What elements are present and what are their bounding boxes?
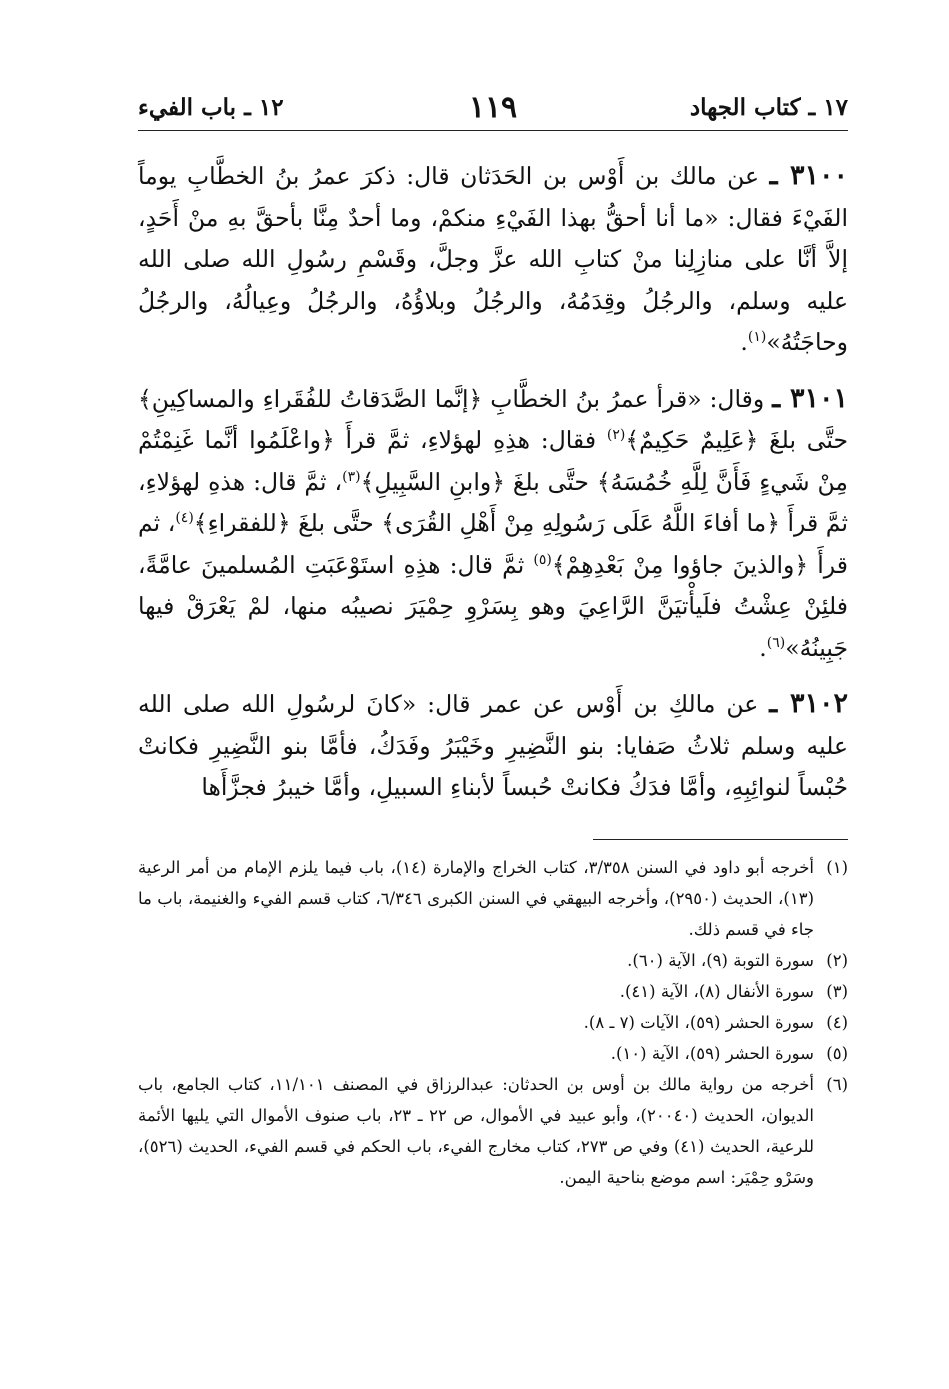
- hadith-number: ٣١٠٠ ـ: [769, 160, 848, 191]
- footnotes: [138, 852, 848, 1193]
- hadith-text: ، ثم قرأَ ﴿والذينَ جاؤوا مِنْ بَعْدِهِمْ﴾: [138, 509, 848, 579]
- page: [138, 90, 848, 1193]
- footnote-1: [138, 852, 848, 945]
- footnote-separator: [593, 839, 848, 840]
- hadith-3102: [138, 683, 848, 809]
- hadith-3101: [138, 378, 848, 670]
- punctuation: .: [740, 328, 748, 356]
- footnote-ref: (٥): [533, 551, 552, 568]
- hadith-text: ، ثمَّ قال: هذهِ لهؤلاءِ، ثمَّ قرأَ ﴿ما أفاءَ اللَّهُ عَلَى رَسُولِهِ مِنْ أَهْلِ القُرَى﴾ حتَّى بلغَ ﴿للفقراءِ﴾: [138, 467, 848, 537]
- hadith-text: فقال: هذِهِ لهؤلاءِ، ثمَّ قرأَ ﴿واعْلَمُوا أنَّما غَنِمْتُمْ مِنْ شَيءٍ فَأَنَّ لِلَّهِ خُمُسَهُ﴾ حتَّى بلغَ ﴿وابنِ السَّبِيلِ﴾: [138, 426, 848, 496]
- footnote-text: أخرجه من رواية مالك بن أوس بن الحدثان: عبدالرزاق في المصنف ١١/١٠١، كتاب الجامع، باب الديوان، الحديث (٢٠٠٤٠)، وأبو عبيد في الأموال، ص ٢٢ ـ ٢٣، باب صنوف الأموال التي يليها الأئمة للرعية، الحديث (٤١) وفي ص ٢٧٣، كتاب مخارج الفيء، باب الحكم في قسم الفيء، الحديث (٥٢٦)، وسَرْو حِمْيَر: اسم موضع بناحية اليمن.: [138, 1074, 814, 1187]
- footnote-ref: (٦): [766, 634, 786, 651]
- footnote-number: (٦): [826, 1074, 848, 1094]
- footnote-number: (٤): [826, 1012, 848, 1032]
- footnote-6: [138, 1069, 848, 1193]
- footnote-number: (٣): [826, 981, 848, 1001]
- hadith-text: ثمَّ قال: هذِهِ استَوْعَبَتِ المُسلمينَ عامَّةً، فلئِنْ عِشْتُ فلَيأْتيَنَّ الرَّاعِيَ وهو بِسَرْوِ حِمْيَرَ نصيبُه منها، لمْ يَعْرَقْ فيها جَبِينُهُ»: [138, 550, 848, 662]
- footnote-ref: (٢): [606, 427, 626, 444]
- footnote-2: [138, 945, 848, 976]
- footnote-number: (٢): [826, 950, 848, 970]
- footnote-ref: (٤): [175, 510, 194, 527]
- footnote-text: سورة التوبة (٩)، الآية (٦٠).: [627, 950, 814, 970]
- footnote-number: (٥): [826, 1043, 848, 1063]
- footnote-4: [138, 1007, 848, 1038]
- footnote-ref: (٣): [342, 468, 361, 485]
- main-text: [138, 155, 848, 809]
- page-number: ١١٩: [468, 90, 518, 125]
- punctuation: .: [759, 633, 767, 662]
- hadith-number: ٣١٠٢ ـ: [769, 688, 848, 719]
- hadith-3100: [138, 155, 848, 364]
- footnote-text: سورة الأنفال (٨)، الآية (٤١).: [619, 981, 814, 1001]
- hadith-text: عن مالكِ بن أَوْس عن عمر قال: «كانَ لرسُولِ الله صلى الله عليه وسلم ثلاثُ صَفايا: بنو النَّضِيرِ وخَيْبَرُ وفَدَكُ، فأمَّا بنو النَّضِيرِ فكانتْ حُبْساً لنوائِبِهِ، وأمَّا فدَكُ فكانتْ حُبساً لأبناءِ السبيلِ، وأمَّا خيبرُ فجزَّأَها: [138, 690, 848, 801]
- hadith-number: ٣١٠١ ـ: [772, 382, 849, 414]
- footnote-text: أخرجه أبو داود في السنن ٣/٣٥٨، كتاب الخراج والإمارة (١٤)، باب فيما يلزم الإمام من أمر الرعية (١٣)، الحديث (٢٩٥٠)، وأخرجه البيهقي في السنن الكبرى ٦/٣٤٦، كتاب قسم الفيء والغنيمة، باب ما جاء في قسم ذلك.: [138, 857, 814, 939]
- footnote-3: [138, 976, 848, 1007]
- hadith-text: وقال: «قرأ عمرُ بنُ الخطَّابِ ﴿إنَّما الصَّدَقاتُ للفُقَراءِ والمساكِينِ﴾ حتَّى بلغَ ﴿عَلِيمٌ حَكِيمٌ﴾: [138, 384, 848, 454]
- footnote-ref: (١): [747, 329, 767, 346]
- header-section-title: ١٢ ـ باب الفيء: [138, 94, 284, 121]
- header-chapter-title: ١٧ ـ كتاب الجهاد: [689, 94, 848, 121]
- running-header: [138, 90, 848, 131]
- footnote-text: سورة الحشر (٥٩)، الآية (١٠).: [610, 1043, 814, 1063]
- footnote-text: سورة الحشر (٥٩)، الآيات (٧ ـ ٨).: [583, 1012, 814, 1032]
- footnote-5: [138, 1038, 848, 1069]
- footnote-number: (١): [826, 857, 848, 877]
- hadith-text: عن مالك بن أَوْس بن الحَدَثان قال: ذكرَ عمرُ بنُ الخطَّابِ يوماً الفَيْءَ فقال: «ما أنا أحقُّ بهذا الفَيْءِ منكمْ، وما أحدٌ مِنَّا بأحقَّ بهِ منْ أَحَدٍ، إلاَّ أنَّا على منازِلِنا منْ كتابِ الله عزَّ وجلَّ، وقَسْمِ رسُولِ الله صلى الله عليه وسلم، والرجُلُ وقِدَمُهُ، والرجُلُ وبلاؤُهُ، والرجُلُ وعِيالُهُ، والرجُلُ وحاجَتُهُ»: [138, 162, 848, 356]
